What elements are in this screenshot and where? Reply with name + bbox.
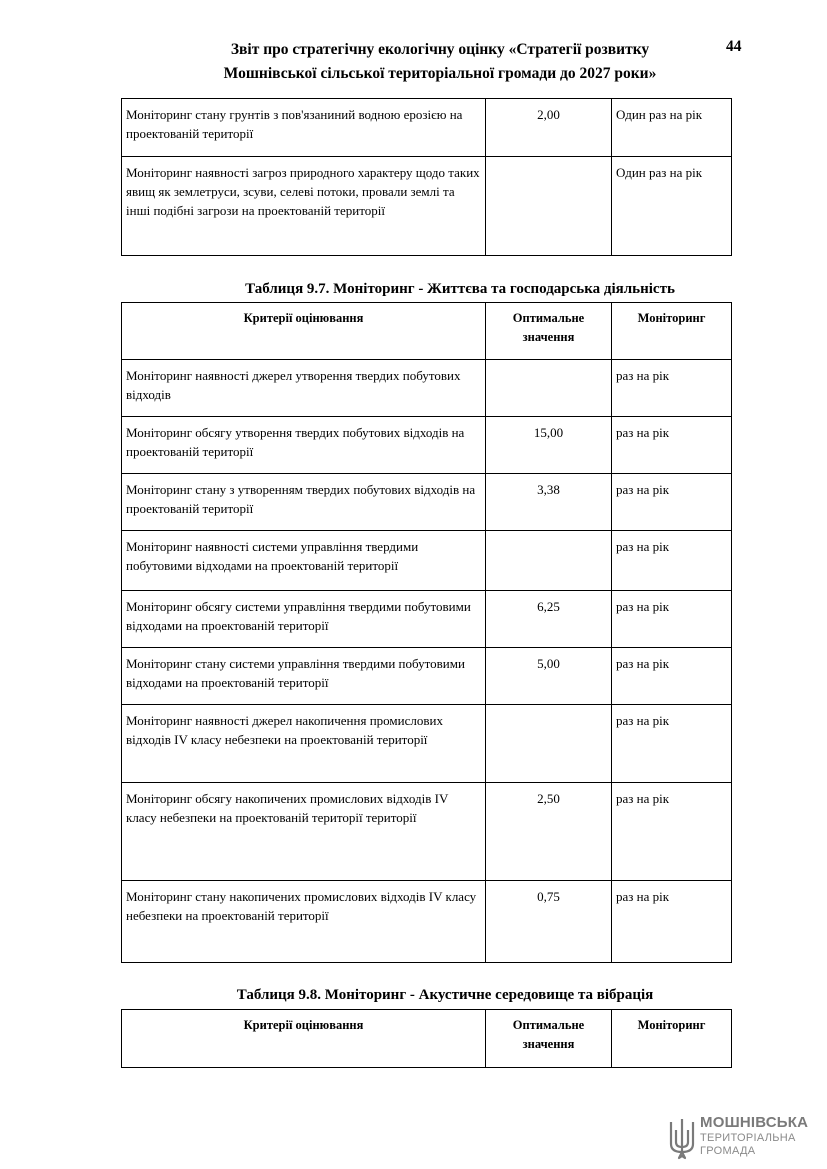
- monitoring-cell: раз на рік: [612, 881, 732, 963]
- monitoring-cell: раз на рік: [612, 705, 732, 783]
- value-cell: 2,00: [486, 99, 612, 157]
- header-optimal-value: Оптимальне значення: [486, 1010, 612, 1068]
- value-cell: 5,00: [486, 648, 612, 705]
- value-cell: 0,75: [486, 881, 612, 963]
- value-cell: 15,00: [486, 417, 612, 474]
- monitoring-cell: раз на рік: [612, 417, 732, 474]
- criterion-cell: Моніторинг наявності джерел накопичення промислових відходів IV класу небезпеки на проектованій території: [122, 705, 486, 783]
- table-row: [122, 417, 732, 474]
- header-monitoring: Моніторинг: [612, 303, 732, 360]
- criterion-cell: Моніторинг наявності загроз природного характеру щодо таких явищ як землетруси, зсуви, селеві потоки, провали землі та інші подібні загрози на проектованій території: [122, 157, 486, 256]
- criterion-cell: Моніторинг стану грунтів з пов'язаниний водною ерозією на проектованій території: [122, 99, 486, 157]
- criterion-cell: Моніторинг обсягу накопичених промислових відходів IV класу небезпеки на проектованій території території: [122, 783, 486, 881]
- table-row: [122, 881, 732, 963]
- trident-icon: [668, 1116, 696, 1160]
- page-header: [180, 38, 700, 86]
- value-cell: [486, 360, 612, 417]
- header-title-line2: Мошнівської сільської територіальної громади до 2027 роки»: [223, 65, 657, 82]
- table-continuation: [121, 98, 732, 256]
- community-logo: [668, 1114, 818, 1162]
- value-cell: 2,50: [486, 783, 612, 881]
- table-97-caption: Таблиця 9.7. Моніторинг - Життєва та господарська діяльність: [245, 281, 675, 297]
- logo-line3: ГРОМАДА: [700, 1145, 756, 1157]
- table-row: [122, 591, 732, 648]
- monitoring-cell: раз на рік: [612, 360, 732, 417]
- table-row: [122, 648, 732, 705]
- table-row: [122, 783, 732, 881]
- table-row: [122, 157, 732, 256]
- page-number: 44: [726, 38, 742, 55]
- table-header-row: [122, 303, 732, 360]
- header-criterion: Критерії оцінювання: [122, 1010, 486, 1068]
- table-header-row: [122, 1010, 732, 1068]
- monitoring-cell: раз на рік: [612, 591, 732, 648]
- value-cell: 6,25: [486, 591, 612, 648]
- criterion-cell: Моніторинг наявності системи управління твердими побутовими відходами на проектованій території: [122, 531, 486, 591]
- criterion-cell: Моніторинг наявності джерел утворення твердих побутових відходів: [122, 360, 486, 417]
- value-cell: 3,38: [486, 474, 612, 531]
- criterion-cell: Моніторинг обсягу системи управління твердими побутовими відходами на проектованій території: [122, 591, 486, 648]
- logo-line2: ТЕРИТОРІАЛЬНА: [700, 1132, 796, 1144]
- value-cell: [486, 705, 612, 783]
- criterion-cell: Моніторинг стану накопичених промислових відходів IV класу небезпеки на проектованій території: [122, 881, 486, 963]
- table-row: [122, 705, 732, 783]
- table-row: [122, 360, 732, 417]
- criterion-cell: Моніторинг стану системи управління твердими побутовими відходами на проектованій території: [122, 648, 486, 705]
- table-98: [121, 1009, 732, 1068]
- table-row: [122, 99, 732, 157]
- header-optimal-value: Оптимальне значення: [486, 303, 612, 360]
- table-row: [122, 531, 732, 591]
- monitoring-cell: раз на рік: [612, 474, 732, 531]
- monitoring-cell: Один раз на рік: [612, 99, 732, 157]
- monitoring-cell: Один раз на рік: [612, 157, 732, 256]
- table-98-caption: Таблиця 9.8. Моніторинг - Акустичне середовище та вібрація: [236, 987, 654, 1003]
- criterion-cell: Моніторинг стану з утворенням твердих побутових відходів на проектованій території: [122, 474, 486, 531]
- value-cell: [486, 531, 612, 591]
- monitoring-cell: раз на рік: [612, 648, 732, 705]
- monitoring-cell: раз на рік: [612, 531, 732, 591]
- logo-line1: МОШНІВСЬКА: [700, 1114, 809, 1131]
- header-title-line1: Звіт про стратегічну екологічну оцінку «Стратегії розвитку: [230, 41, 650, 58]
- criterion-cell: Моніторинг обсягу утворення твердих побутових відходів на проектованій території: [122, 417, 486, 474]
- table-97: [121, 302, 732, 963]
- header-criterion: Критерії оцінювання: [122, 303, 486, 360]
- header-monitoring: Моніторинг: [612, 1010, 732, 1068]
- value-cell: [486, 157, 612, 256]
- table-row: [122, 474, 732, 531]
- monitoring-cell: раз на рік: [612, 783, 732, 881]
